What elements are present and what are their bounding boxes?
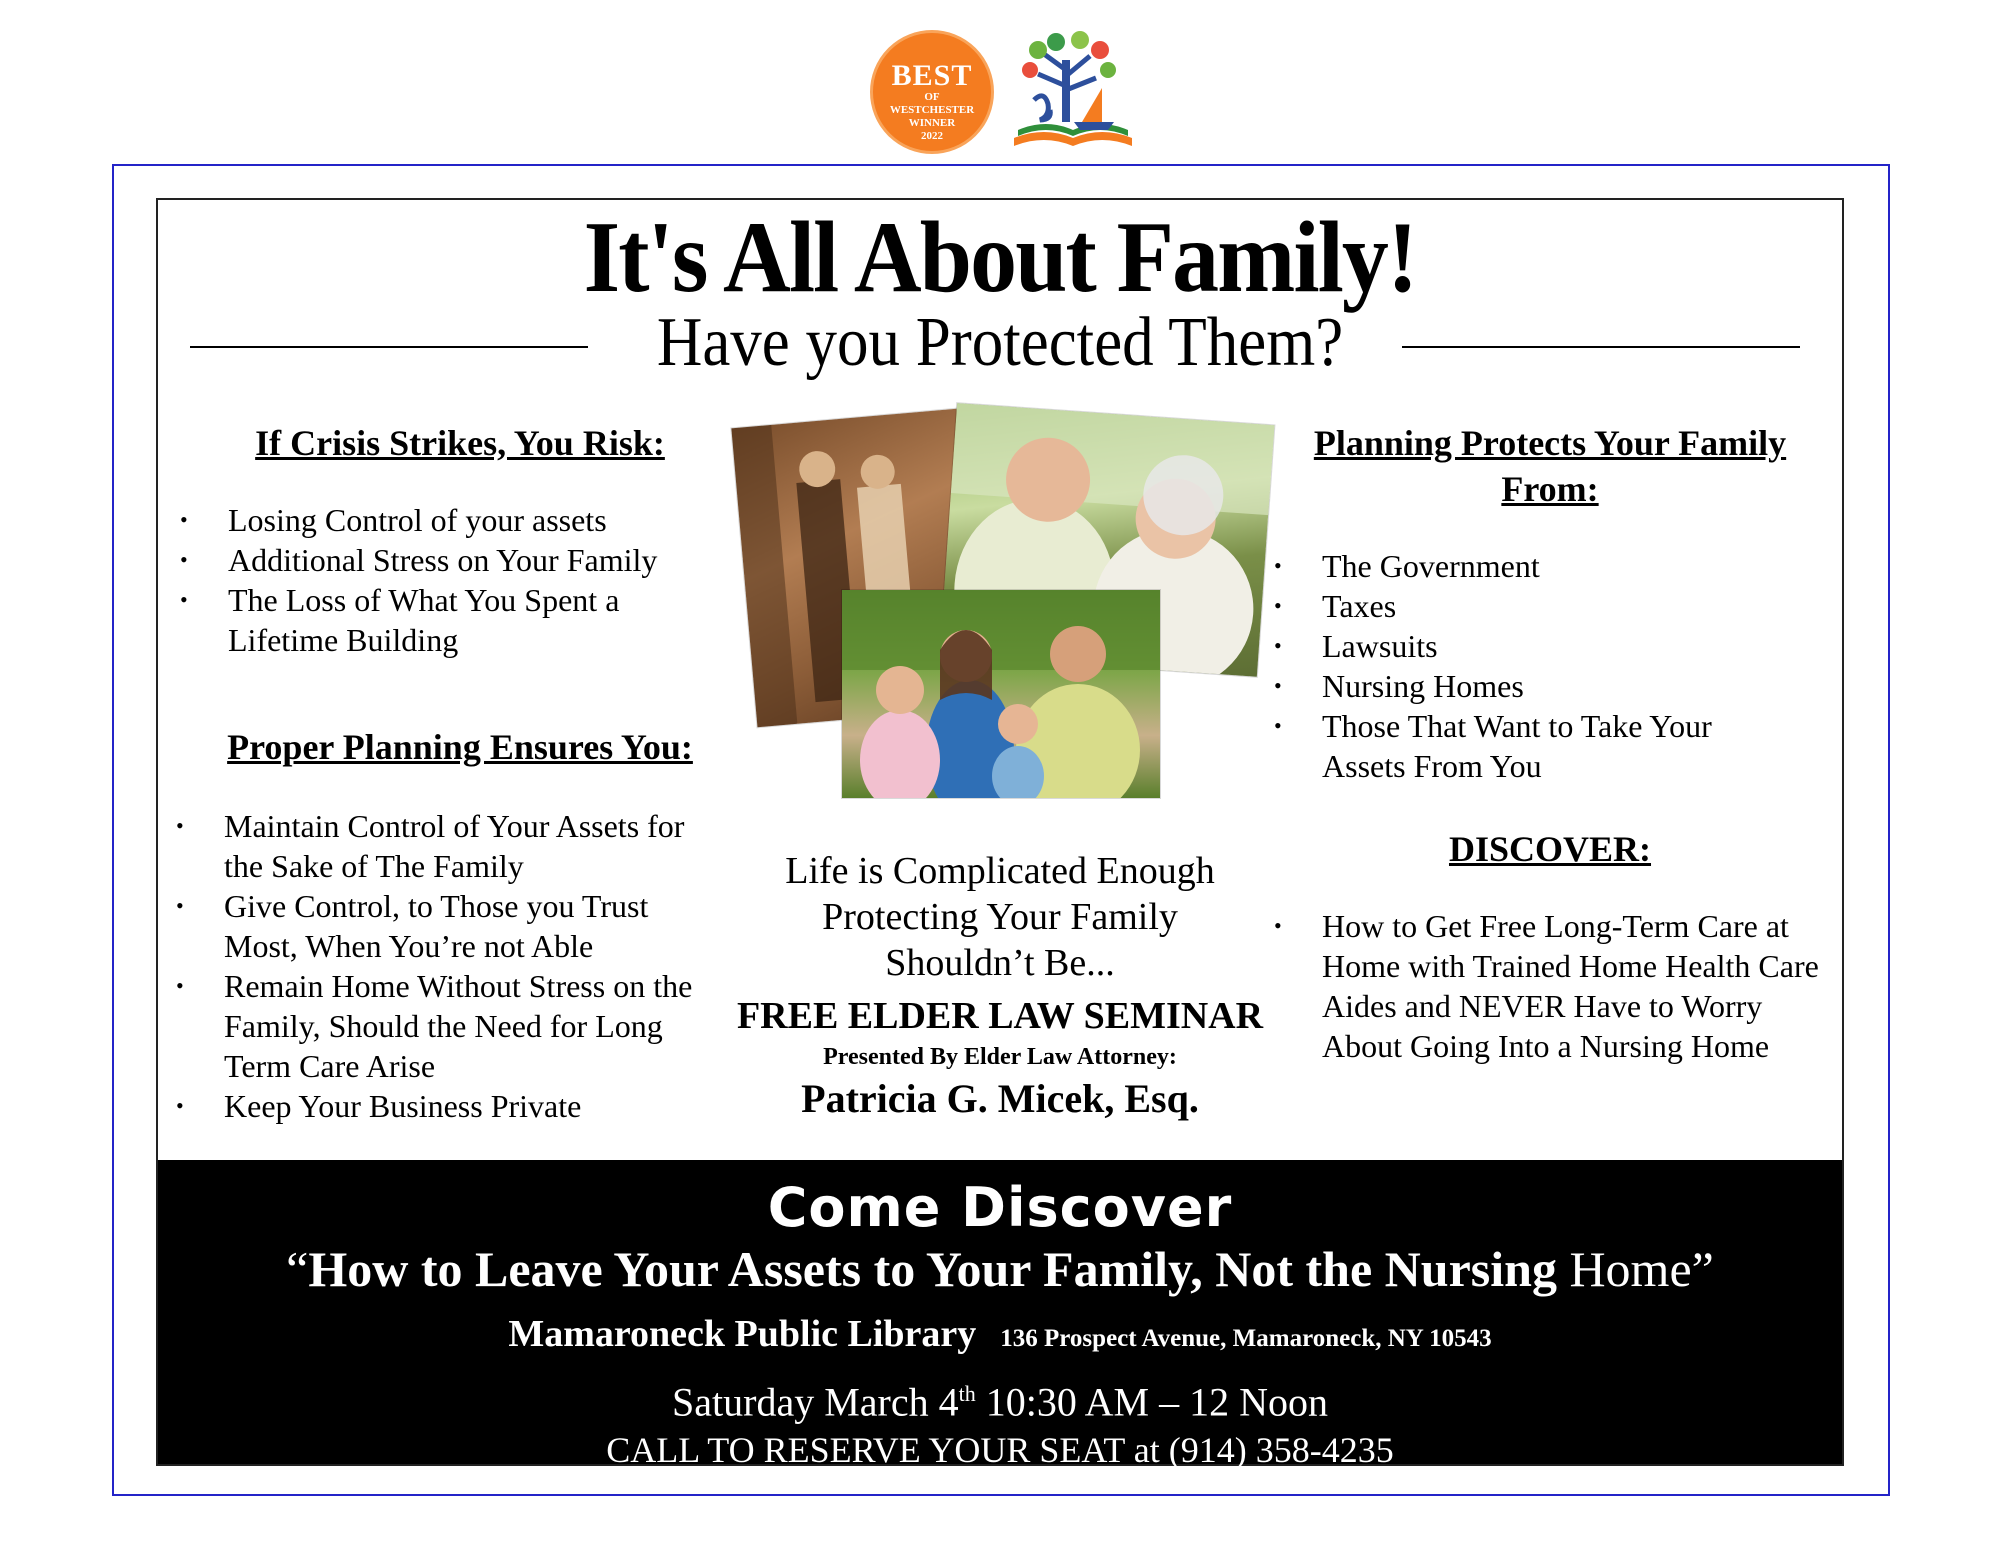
event-date — [158, 1369, 1842, 1427]
divider-left — [190, 346, 588, 348]
protects-list — [1274, 546, 1794, 786]
center-block — [700, 848, 1300, 1124]
badge-westchester-text: WESTCHESTER — [889, 104, 975, 116]
date-text: Saturday March 4 — [672, 1379, 959, 1425]
page-title: It's All About Family! — [583, 201, 1417, 314]
badge-best-text: BEST — [891, 59, 973, 92]
quote-end: Home” — [1556, 1241, 1714, 1297]
list-item: • Losing Control of your assets — [180, 500, 720, 540]
list-item: • Taxes — [1274, 586, 1794, 626]
planning-heading: Proper Planning Ensures You: — [227, 727, 693, 767]
discover-heading: DISCOVER: — [1448, 829, 1652, 869]
tagline-line: Protecting Your Family — [822, 896, 1178, 938]
list-item: • Nursing Homes — [1274, 666, 1794, 706]
list-item: • Additional Stress on Your Family — [180, 540, 720, 580]
young-family-photo — [842, 590, 1160, 798]
list-item: • The Loss of What You Spent a Lifetime Building — [180, 580, 720, 660]
banner-quote — [158, 1240, 1842, 1298]
badge-winner-text: WINNER — [908, 117, 956, 129]
page-subtitle: Have you Protected Them? — [656, 304, 1344, 381]
list-item: • The Government — [1274, 546, 1794, 586]
quote-text: How to Leave Your Assets to Your Family, Not the Nursing — [308, 1241, 1557, 1297]
tagline-line: Shouldn’t Be... — [885, 942, 1115, 984]
list-item: • Keep Your Business Private — [176, 1086, 716, 1126]
seminar-title: FREE ELDER LAW SEMINAR — [736, 995, 1264, 1037]
risk-heading: If Crisis Strikes, You Risk: — [255, 423, 665, 463]
event-location — [158, 1304, 1842, 1369]
list-item: • Lawsuits — [1274, 626, 1794, 666]
list-item: • Give Control, to Those you Trust Most, When You’re not Able — [176, 886, 716, 966]
open-quote: “ — [286, 1241, 309, 1297]
best-of-westchester-badge — [870, 30, 994, 154]
protects-heading: Planning Protects Your Family From: — [1313, 423, 1787, 509]
event-banner — [158, 1160, 1842, 1471]
tagline-line: Life is Complicated Enough — [785, 850, 1215, 892]
attorney-name: Patricia G. Micek, Esq. — [801, 1076, 1199, 1121]
time-text: 10:30 AM – 12 Noon — [975, 1379, 1328, 1425]
banner-title: Come Discover — [767, 1176, 1233, 1239]
tree-book-logo-icon — [1004, 30, 1142, 156]
list-item: • Maintain Control of Your Assets for the Sake of The Family — [176, 806, 716, 886]
library-name: Mamaroneck Public Library — [508, 1313, 977, 1355]
list-item: • Remain Home Without Stress on the Family, Should the Need for Long Term Care Arise — [176, 966, 716, 1086]
date-suffix: th — [958, 1381, 976, 1406]
list-item: • Those That Want to Take Your Assets From You — [1274, 706, 1794, 786]
badge-of-text: OF — [924, 91, 940, 103]
badge-year-text: 2022 — [921, 130, 943, 142]
list-item: • How to Get Free Long-Term Care at Home with Trained Home Health Care Aides and NEVER Have to Worry About Going Into a Nursing Home — [1274, 906, 1844, 1066]
tagline — [700, 848, 1300, 986]
divider-right — [1402, 346, 1800, 348]
discover-list — [1274, 906, 1844, 1066]
library-address: 136 Prospect Avenue, Mamaroneck, NY 10543 — [1000, 1325, 1492, 1352]
planning-list — [176, 806, 716, 1126]
presenter-label: Presented By Elder Law Attorney: — [823, 1044, 1177, 1070]
reservation-phone: CALL TO RESERVE YOUR SEAT at (914) 358-4235 — [606, 1430, 1394, 1471]
risk-list — [180, 500, 720, 660]
